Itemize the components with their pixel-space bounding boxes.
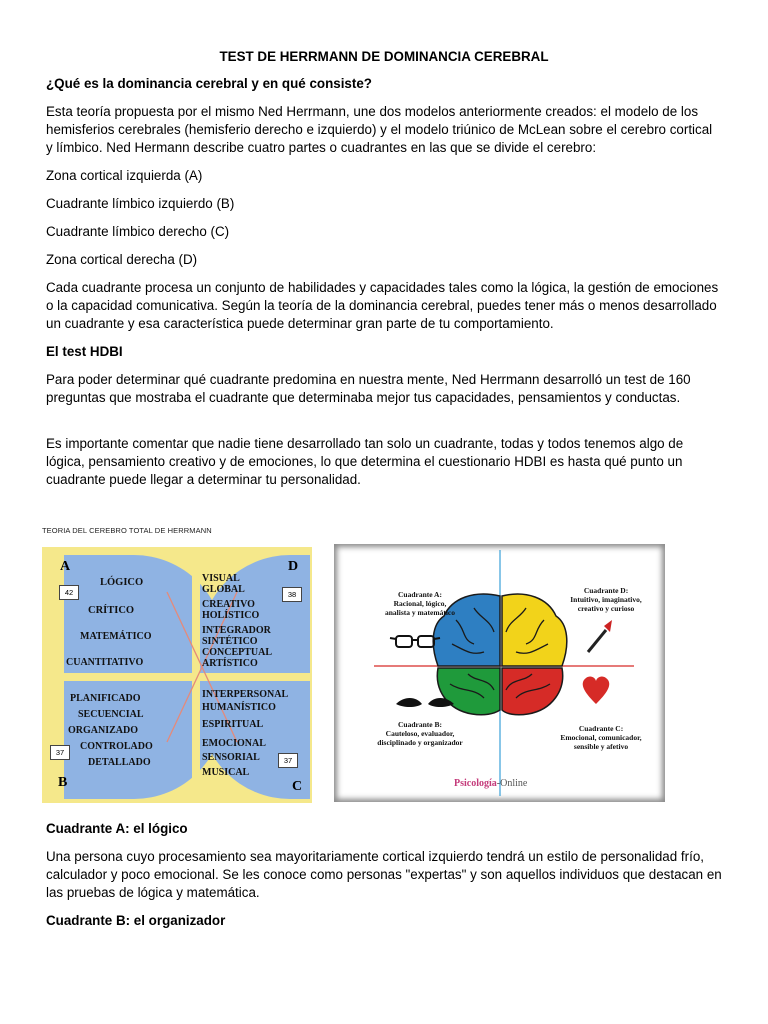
quadrant-c-title: Cuadrante C: [578, 724, 624, 733]
intro-paragraph: Esta teoría propuesta por el mismo Ned Herrmann, une dos modelos anteriormente creados: el modelo de los hemisferios cerebrales (hemisferio derecho e izquierdo) y el modelo triúnico de McLean sobre el cerebro cortical y límbico. Ned Hermann describe cuatro partes o cuadrantes en las que se divide el cerebro: [46, 104, 713, 155]
hdbi-heading: El test HDBI [46, 344, 123, 359]
herrmann-diagram [40, 526, 314, 806]
quadrant-d-title: Cuadrante D: [583, 586, 629, 595]
skill-c: SENSORIAL [202, 752, 260, 763]
skill-d: VISUAL [202, 573, 240, 584]
skill-c: INTERPERSONAL [202, 689, 289, 700]
brand-part: Psicología [454, 778, 497, 789]
quadrant-b-desc: disciplinado y organizador [377, 738, 463, 747]
quadrant-a-paragraph: Una persona cuyo procesamiento sea mayoritariamente cortical izquierdo tendrá un estilo de personalidad frío, calculador y poco emocional. Se les conoce como personas "expertas" y son aquellos individuos que destacan en las pruebas de lógica y matemática. [46, 849, 722, 900]
zone-item: Cuadrante límbico izquierdo (B) [46, 196, 235, 211]
skill-c: MUSICAL [202, 767, 250, 778]
quadrant-c-text [546, 724, 656, 751]
document-body [46, 48, 722, 499]
important-paragraph: Es importante comentar que nadie tiene desarrollado tan solo un cuadrante, todas y todos tenemos algo de lógica, pensamiento creativo y de emociones, lo que determina el cuestionario HDBI es hasta qué punto un cuadrante puede llegar a determinar tu personalidad. [46, 436, 684, 487]
quadrant-a-heading: Cuadrante A: el lógico [46, 821, 188, 836]
skill-a: MATEMÁTICO [80, 631, 152, 642]
letter-c: C [292, 779, 303, 794]
score-c: 37 [278, 753, 298, 768]
skill-d: INTEGRADOR [202, 625, 271, 636]
skill-d: ARTÍSTICO [202, 658, 258, 669]
skill-d: SINTÉTICO [202, 636, 258, 647]
skill-c: ESPIRITUAL [202, 719, 264, 730]
hdbi-paragraph: Para poder determinar qué cuadrante predomina en nuestra mente, Ned Herrmann desarrolló un test de 160 preguntas que mostraba el cuadrante que determinaba mejor tus capacidades, pensamientos y conductas. [46, 372, 691, 405]
skill-b: SECUENCIAL [78, 709, 144, 720]
quadrant-d-desc: creativo y curioso [577, 604, 635, 613]
zone-item: Zona cortical izquierda (A) [46, 168, 203, 183]
skill-b: PLANIFICADO [70, 693, 141, 704]
letter-a: A [60, 559, 71, 574]
quadrant-c-desc: sensible y afetivo [573, 742, 629, 751]
skill-c: EMOCIONAL [202, 738, 266, 749]
skill-c: HUMANÍSTICO [202, 702, 276, 713]
score-d: 38 [282, 587, 302, 602]
brand-logo [454, 778, 527, 789]
quadrant-paragraph: Cada cuadrante procesa un conjunto de habilidades y capacidades tales como la lógica, la gestión de emociones o la capacidad comunicativa. Según la teoría de la dominancia cerebral, puedes tener más o menos desarrollado un cuadrante y esa característica puede determinar gran parte de tu comportamiento. [46, 280, 719, 331]
quadrant-a-title: Cuadrante A: [398, 590, 442, 599]
skill-a: CRÍTICO [88, 605, 135, 616]
document-body-continued [46, 820, 722, 940]
skill-d: HOLÍSTICO [202, 610, 260, 621]
page-title: TEST DE HERRMANN DE DOMINANCIA CEREBRAL [219, 49, 549, 64]
brand-part: -Online [496, 778, 528, 789]
letter-b: B [58, 775, 68, 790]
skill-b: DETALLADO [88, 757, 151, 768]
letter-d: D [288, 559, 299, 574]
quadrant-d-desc: Intuitivo, imaginativo, [570, 595, 642, 604]
quadrant-c-desc: Emocional, comunicador, [560, 733, 642, 742]
skill-b: CONTROLADO [80, 741, 153, 752]
skill-b: ORGANIZADO [68, 725, 139, 736]
skill-d: GLOBAL [202, 584, 245, 595]
quadrant-b-desc: Cauteloso, evaluador, [385, 729, 455, 738]
brain-quadrant-figure [334, 544, 665, 802]
quadrant-b-heading: Cuadrante B: el organizador [46, 913, 226, 928]
quadrant-a-desc: Racional, lógico, [393, 599, 447, 608]
zone-item: Zona cortical derecha (D) [46, 252, 198, 267]
score-a: 42 [59, 585, 79, 600]
score-b: 37 [50, 745, 70, 760]
diagram-caption: TEORIA DEL CEREBRO TOTAL DE HERRMANN [42, 526, 212, 535]
quadrant-b-title: Cuadrante B: [398, 720, 442, 729]
intro-heading: ¿Qué es la dominancia cerebral y en qué consiste? [46, 76, 372, 91]
quadrant-b-text [360, 720, 480, 747]
skill-a: LÓGICO [100, 577, 144, 588]
quadrant-d-text [558, 586, 654, 613]
quadrant-a-desc: analista y matemático [385, 608, 455, 617]
zone-item: Cuadrante límbico derecho (C) [46, 224, 230, 239]
skill-d: CONCEPTUAL [202, 647, 273, 658]
diagram-board [42, 547, 312, 803]
brain-illustration [334, 544, 665, 802]
skill-a: CUANTITATIVO [66, 657, 144, 668]
skill-d: CREATIVO [202, 599, 255, 610]
quadrant-a-text [370, 590, 470, 617]
